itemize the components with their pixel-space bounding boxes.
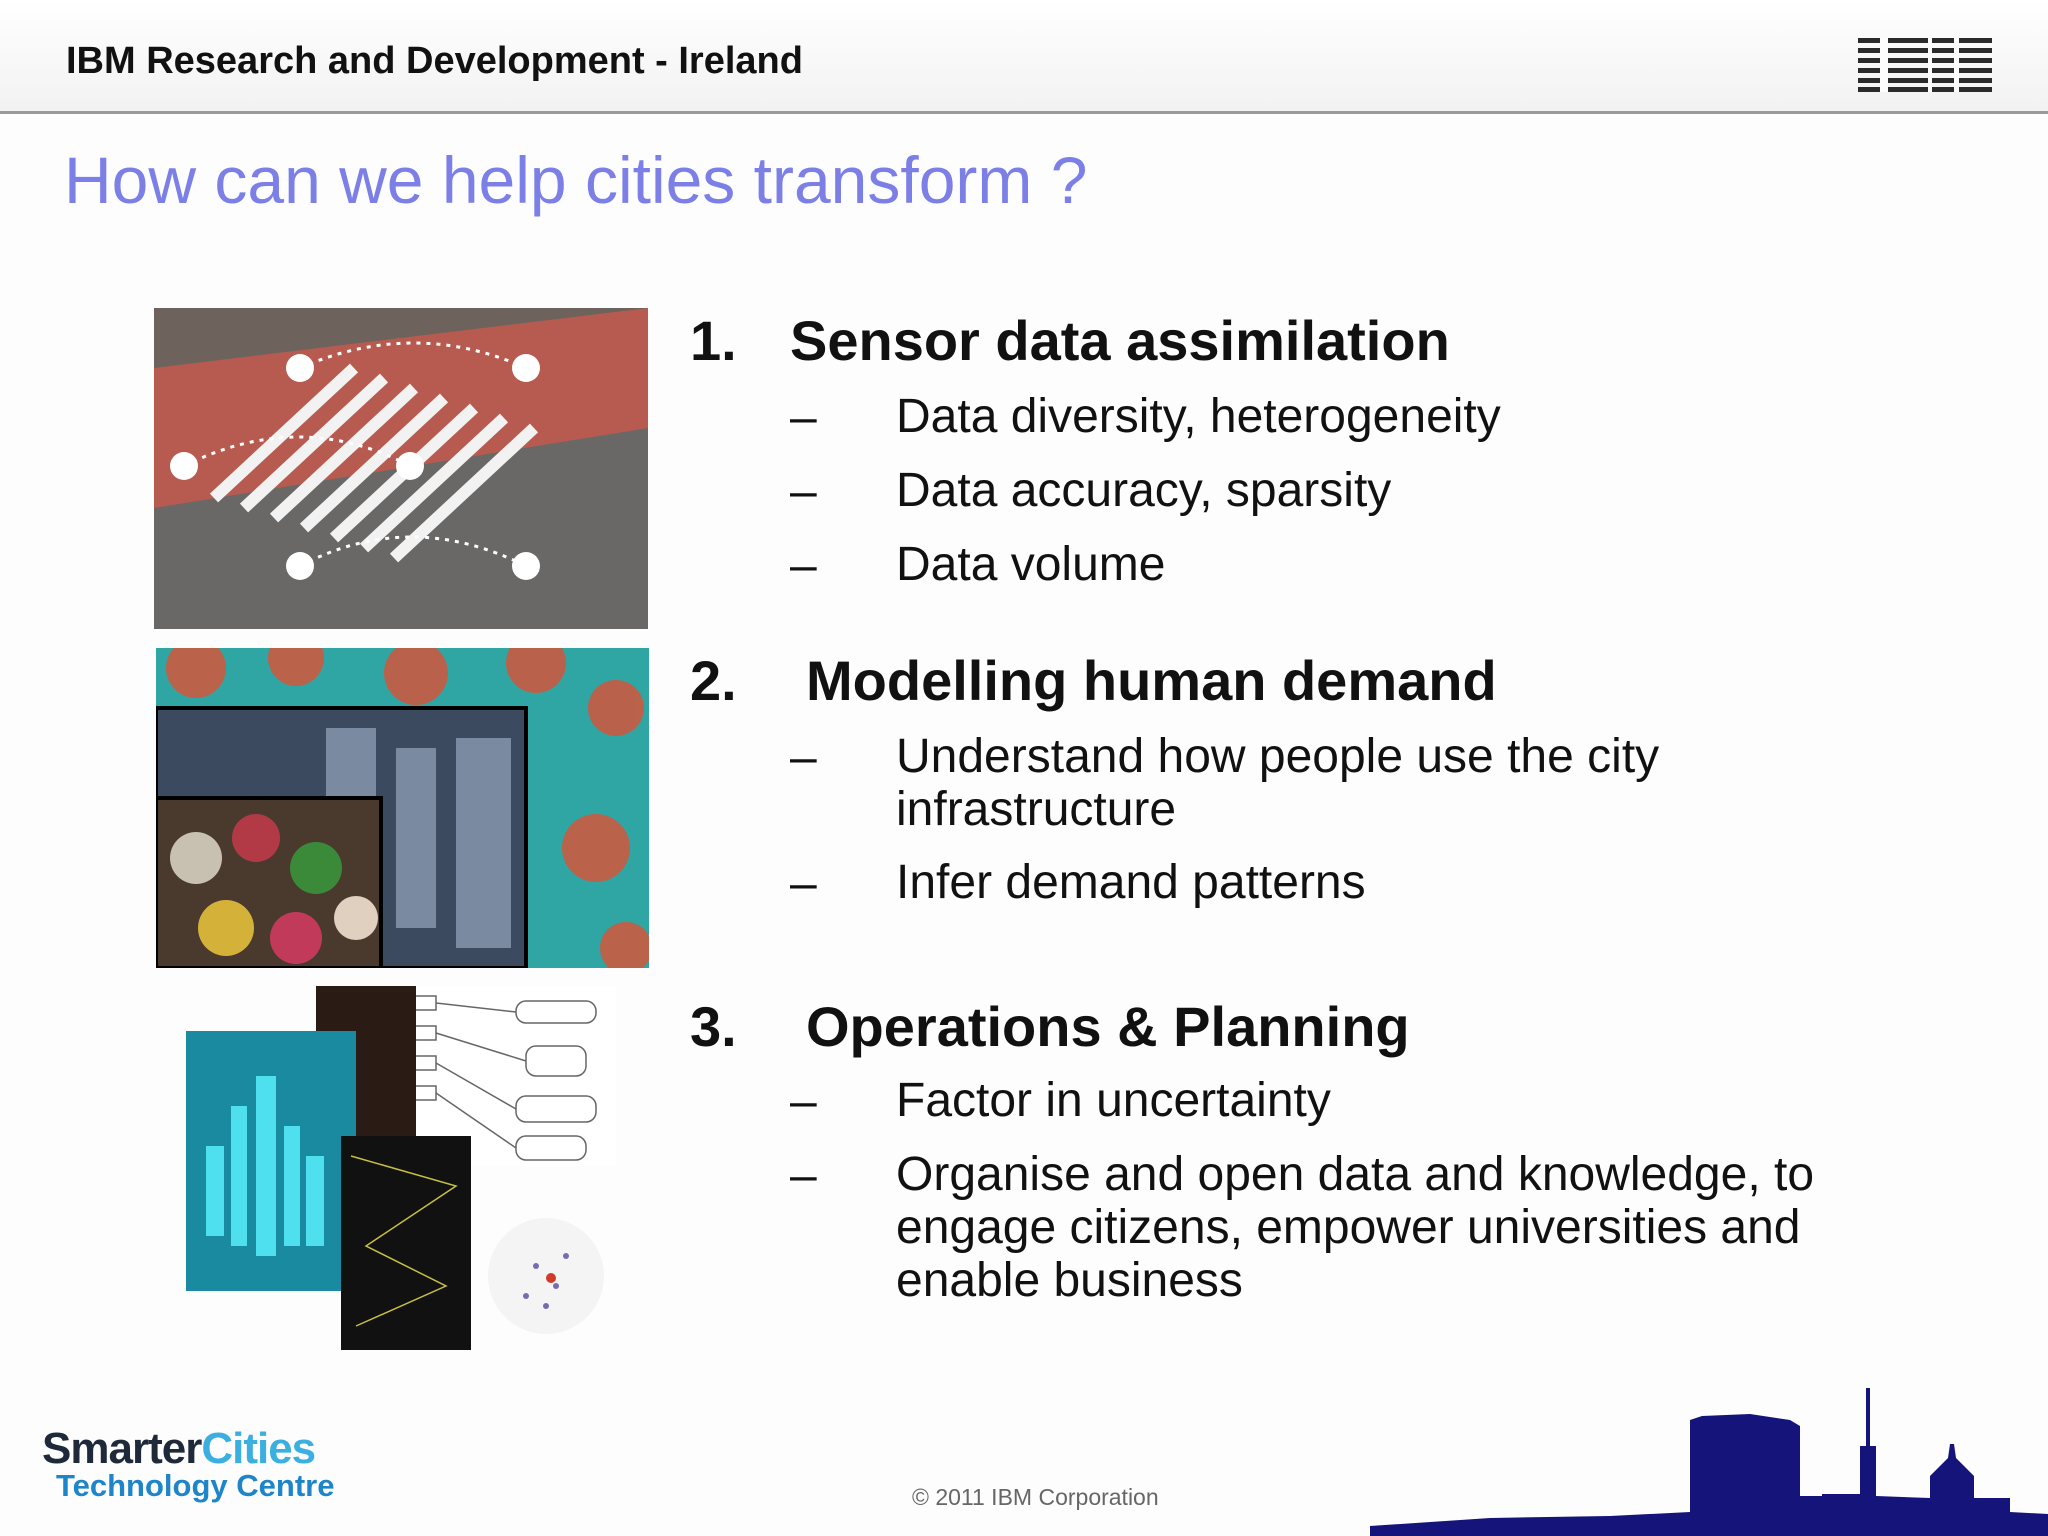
city-crowd-collage-image bbox=[156, 648, 649, 968]
dash-marker: – bbox=[790, 391, 817, 444]
section-number: 2. bbox=[690, 649, 737, 712]
dash-marker: – bbox=[790, 465, 817, 518]
dash-marker: – bbox=[790, 539, 817, 592]
dash-marker: – bbox=[790, 731, 817, 784]
header-title: IBM Research and Development - Ireland bbox=[66, 40, 803, 82]
dublin-skyline-graphic bbox=[1370, 1386, 2048, 1536]
bullet-text: Understand how people use the city infrastructure bbox=[896, 730, 1660, 836]
bullet-text: Infer demand patterns bbox=[896, 856, 1366, 909]
section-heading: Modelling human demand bbox=[806, 649, 1497, 712]
brand-smarter: Smarter bbox=[42, 1424, 202, 1473]
dash-marker: – bbox=[790, 1149, 817, 1202]
dash-marker: – bbox=[790, 1075, 817, 1128]
planning-collage-image bbox=[186, 986, 616, 1350]
section-number: 3. bbox=[690, 995, 737, 1058]
ibm-logo bbox=[1858, 38, 1992, 92]
copyright-text: © 2011 IBM Corporation bbox=[912, 1484, 1159, 1510]
section-3 bbox=[690, 994, 1940, 1334]
bullet-text: Factor in uncertainty bbox=[896, 1074, 1331, 1127]
brand-cities: Cities bbox=[201, 1424, 316, 1473]
section-2 bbox=[690, 648, 1940, 928]
section-heading: Sensor data assimilation bbox=[790, 309, 1450, 372]
smarter-cities-logo bbox=[42, 1424, 334, 1504]
bullet-text: Data volume bbox=[896, 538, 1166, 591]
section-1 bbox=[690, 308, 1940, 608]
brand-subtitle: Technology Centre bbox=[56, 1468, 335, 1503]
dash-marker: – bbox=[790, 857, 817, 910]
brand-name bbox=[42, 1424, 334, 1474]
header-bar bbox=[0, 0, 2048, 114]
street-crossing-image bbox=[154, 308, 648, 629]
slide-title: How can we help cities transform ? bbox=[64, 143, 1088, 217]
bullet-text: Organise and open data and knowledge, to engage citizens, empower universities and enable business bbox=[896, 1148, 1815, 1307]
section-number: 1. bbox=[690, 309, 737, 372]
bullet-text: Data diversity, heterogeneity bbox=[896, 390, 1501, 443]
bullet-text: Data accuracy, sparsity bbox=[896, 464, 1392, 517]
section-heading: Operations & Planning bbox=[806, 995, 1410, 1058]
